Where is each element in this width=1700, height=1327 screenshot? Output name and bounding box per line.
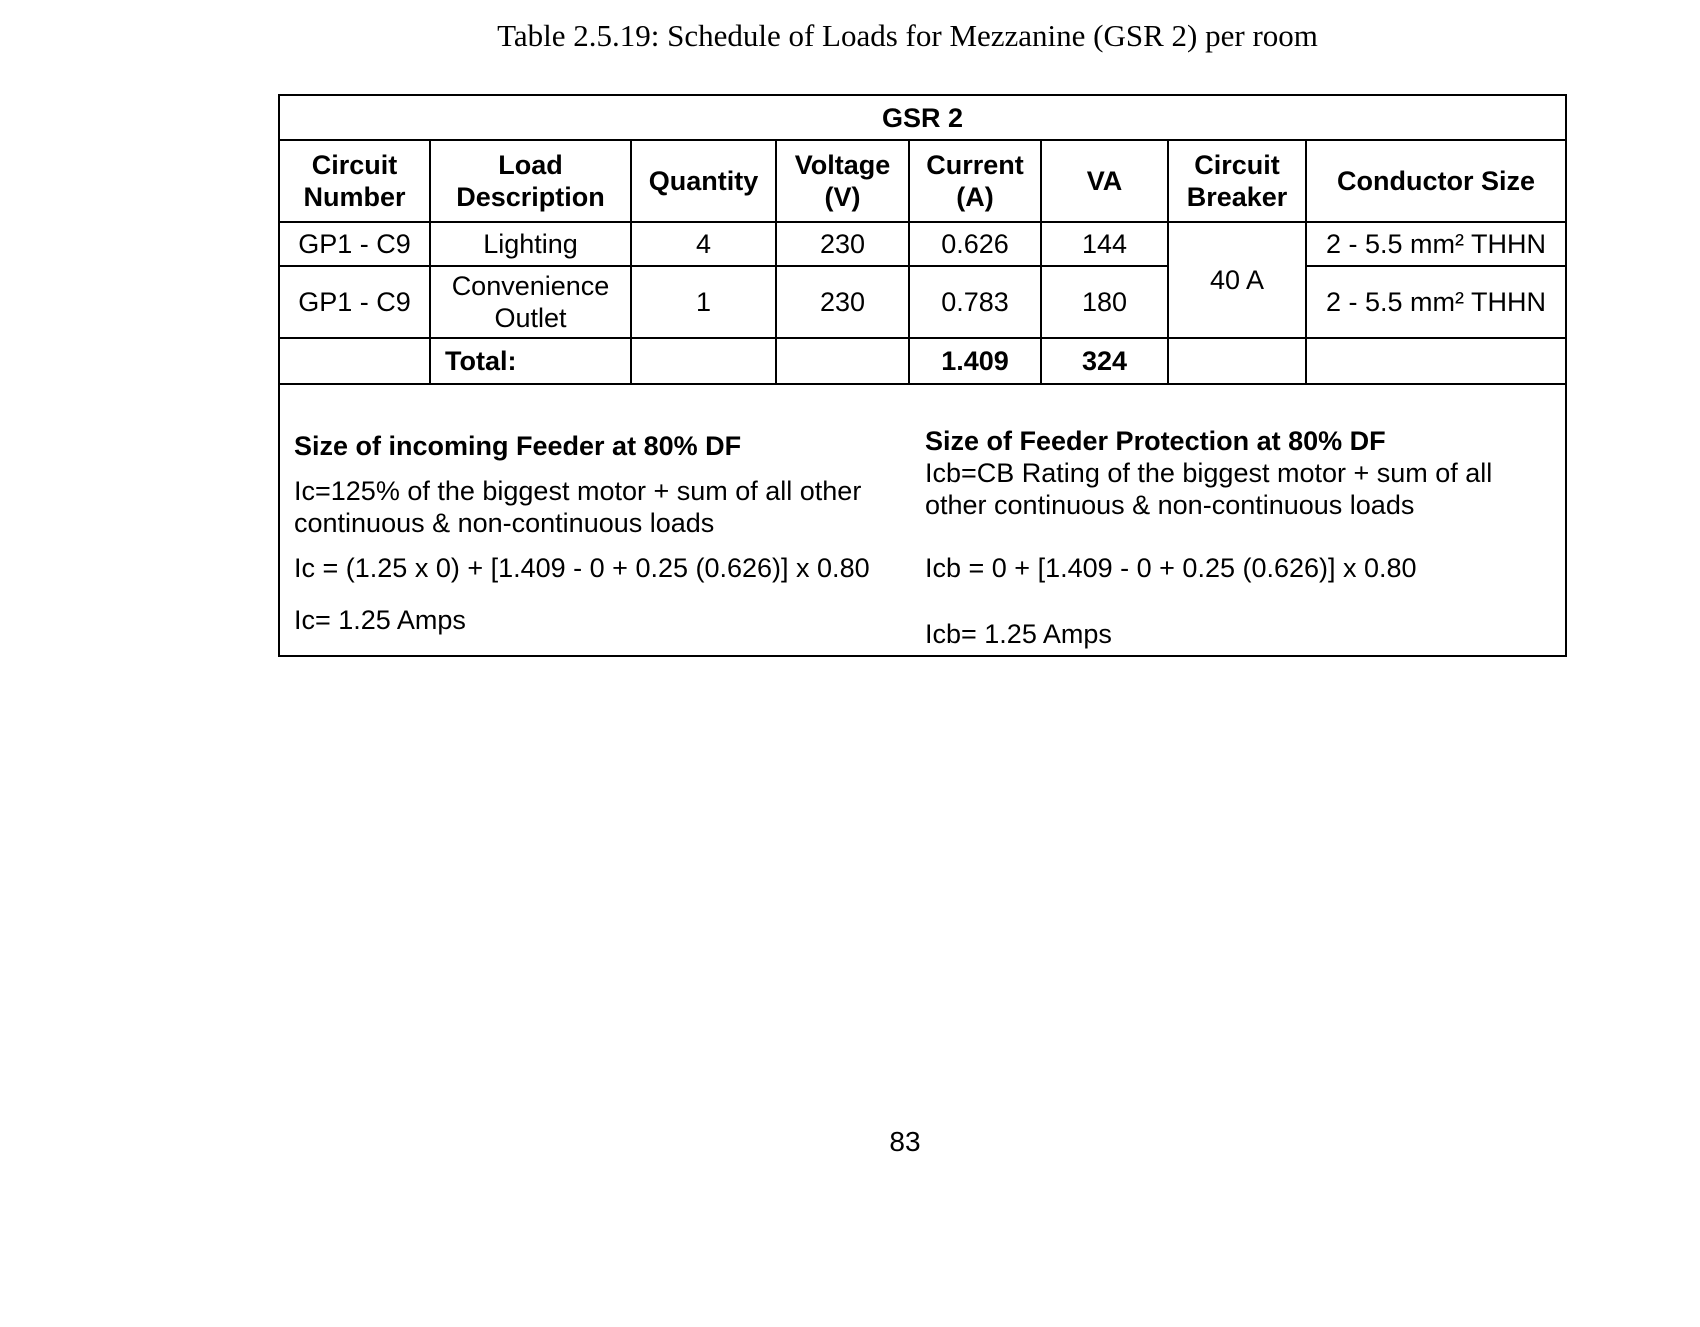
cell-load-description: Convenience Outlet [430,266,631,338]
feeder-size-heading: Size of incoming Feeder at 80% DF [294,431,742,461]
header-va: VA [1041,140,1168,222]
feeder-protection-result: Icb= 1.25 Amps [925,619,1112,649]
table-row [279,266,1566,338]
total-empty-cell [631,338,776,384]
cell-current: 0.783 [909,266,1041,338]
cell-current: 0.626 [909,222,1041,266]
cell-conductor-size: 2 - 5.5 mm² THHN [1306,266,1566,338]
feeder-protection-heading: Size of Feeder Protection at 80% DF [925,426,1386,456]
table-caption: Table 2.5.19: Schedule of Loads for Mezzanine (GSR 2) per room [497,18,1318,53]
cell-voltage: 230 [776,266,909,338]
cell-va: 180 [1041,266,1168,338]
cell-voltage: 230 [776,222,909,266]
cell-circuit-number: GP1 - C9 [279,222,430,266]
feeder-protection-definition: Icb=CB Rating of the biggest motor + sum of all other continuous & non-continuous loads [925,458,1493,520]
page-number: 83 [889,1126,921,1157]
cell-conductor-size: 2 - 5.5 mm² THHN [1306,222,1566,266]
table-row [279,222,1566,266]
total-empty-cell [1306,338,1566,384]
feeder-protection-equation: Icb = 0 + [1.409 - 0 + 0.25 (0.626)] x 0.80 [925,553,1417,583]
cell-circuit-number: GP1 - C9 [279,266,430,338]
header-voltage: Voltage (V) [776,140,909,222]
table-title: GSR 2 [279,95,1566,140]
total-va: 324 [1041,338,1168,384]
header-conductor-size: Conductor Size [1306,140,1566,222]
header-circuit-number: Circuit Number [279,140,430,222]
header-circuit-breaker: Circuit Breaker [1168,140,1306,222]
total-empty-cell [1168,338,1306,384]
cell-circuit-breaker: 40 A [1168,222,1306,338]
cell-va: 144 [1041,222,1168,266]
total-label: Total: [430,338,631,384]
total-empty-cell [279,338,430,384]
cell-quantity: 1 [631,266,776,338]
header-current: Current (A) [909,140,1041,222]
feeder-size-definition: Ic=125% of the biggest motor + sum of all other continuous & non-continuous loads [294,476,862,538]
cell-quantity: 4 [631,222,776,266]
feeder-size-result: Ic= 1.25 Amps [294,605,466,635]
header-quantity: Quantity [631,140,776,222]
load-schedule-table [278,94,1567,657]
total-empty-cell [776,338,909,384]
total-current: 1.409 [909,338,1041,384]
header-load-description: Load Description [430,140,631,222]
cell-load-description: Lighting [430,222,631,266]
feeder-calculation-section [279,384,1566,656]
total-row [279,338,1566,384]
feeder-size-equation: Ic = (1.25 x 0) + [1.409 - 0 + 0.25 (0.626)] x 0.80 [294,553,870,583]
